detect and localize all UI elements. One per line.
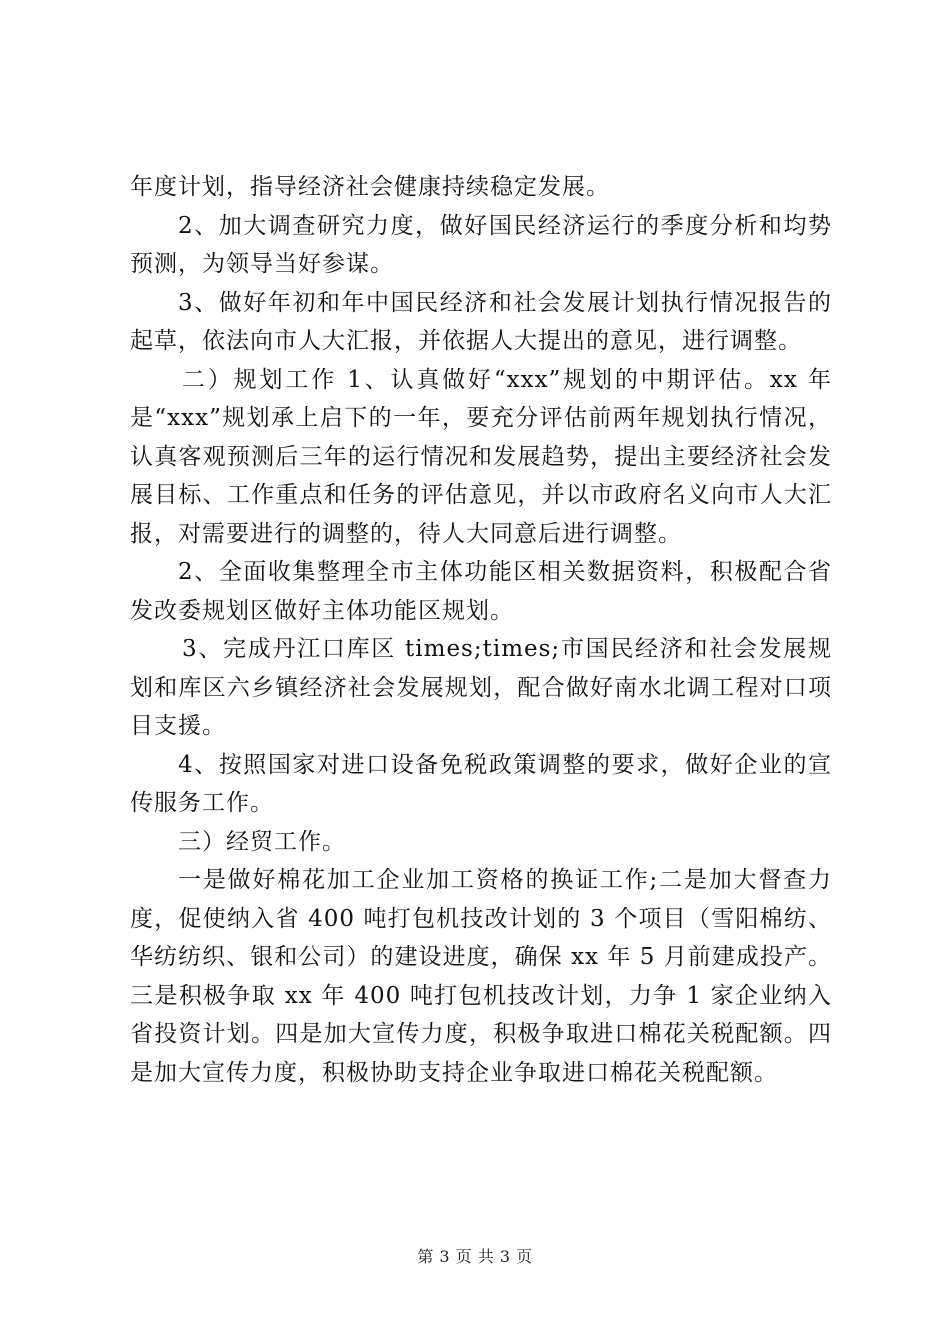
document-body bbox=[130, 168, 832, 1092]
paragraph-5: 2、全面收集整理全市主体功能区相关数据资料，积极配合省发改委规划区做好主体功能区规划。 bbox=[130, 559, 832, 624]
paragraph-2: 2、加大调查研究力度，做好国民经济运行的季度分析和均势预测，为领导当好参谋。 bbox=[130, 212, 832, 277]
paragraph-1: 年度计划，指导经济社会健康持续稳定发展。 bbox=[130, 174, 610, 200]
paragraph-8: 三）经贸工作。 bbox=[178, 828, 346, 855]
paragraph-6: 3、完成丹江口库区 times;times;市国民经济和社会发展规划和库区六乡镇经济社会发展规划，配合做好南水北调工程对口项目支援。 bbox=[130, 636, 832, 739]
paragraph-3: 3、做好年初和年中国民经济和社会发展计划执行情况报告的起草，依法向市人大汇报，并依据人大提出的意见，进行调整。 bbox=[130, 289, 832, 354]
paragraph-9: 一是做好棉花加工企业加工资格的换证工作;二是加大督查力度，促使纳入省 400 吨打包机技改计划的 3 个项目（雪阳棉纺、华纺纺织、银和公司）的建设进度，确保 xx 年 5 月前建成投产。三是积极争取 xx 年 400 吨打包机技改计划，力争 1 家企业纳入省投资计划。四是加大宣传力度，积极争取进口棉花关税配额。四是加大宣传力度，积极协助支持企业争取进口棉花关税配额。 bbox=[130, 867, 832, 1086]
paragraph-7: 4、按照国家对进口设备免税政策调整的要求，做好企业的宣传服务工作。 bbox=[130, 751, 832, 816]
page-footer: 第 3 页 共 3 页 bbox=[417, 1247, 533, 1266]
paragraph-4: 二）规划工作 1、认真做好“xxx”规划的中期评估。xx 年是“xxx”规划承上启下的一年，要充分评估前两年规划执行情况，认真客观预测后三年的运行情况和发展趋势，提出主要经济社会发展目标、工作重点和任务的评估意见，并以市政府名义向市人大汇报，对需要进行的调整的，待人大同意后进行调整。 bbox=[130, 366, 832, 547]
